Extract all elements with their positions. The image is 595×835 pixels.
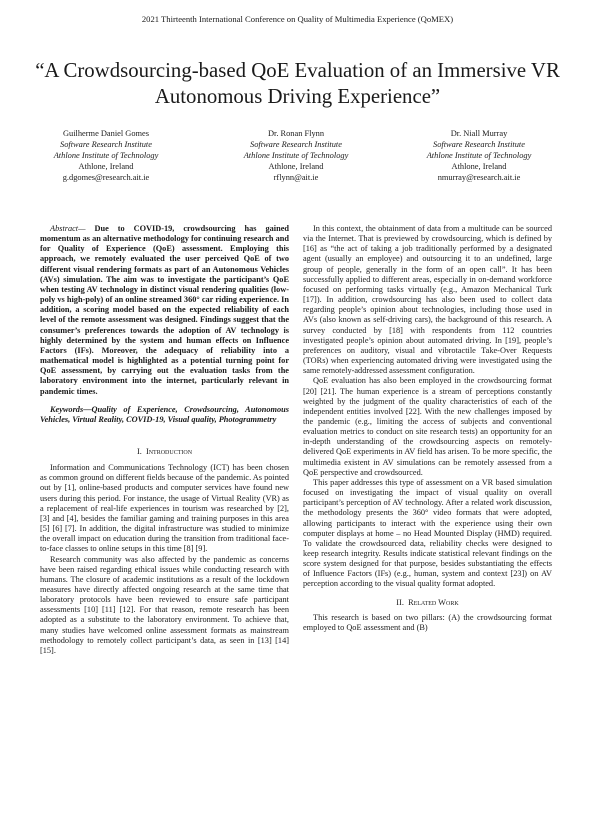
paragraph: Research community was also affected by the pandemic as concerns have been raised regarding ethical issues while conducting research with humans. The closure of academic institutions as a result of the lockdown measures have directly affected ongoing research at the same time that laboratory protocols have been reviewed to ensure safe participant assessments [10] [11] [12]. For that reason, remote research has been adopted as a substitute to the laboratory environment. To achieve that, many studies have welcomed online assessment formats as mainstream methodology to remotely collect participant’s data, as seen in [13] [14] [15]. xyxy=(40,554,289,655)
section-title: Introduction xyxy=(145,446,193,456)
abstract-text: Due to COVID-19, crowdsourcing has gained momentum as an alternative methodology for continuing research and for Quality of Experience (QoE) assessment. Employing this approach, we remotely evaluated the user perceived QoE of two different visual rendering formats as part of an Autonomous Vehicles (AVs) simulation. The aim was to investigate the participant’s QoE when testing AV technology in distinct visual rendering qualities (low-poly vs high-poly) of an online streamed 360° car riding experience. In addition, a scoring model based on the expected reliability of each level of the remote assessment was designed. Findings suggest that the consumer’s preferences towards the adoption of AV technology is highly determined by the system and human effects on Influence Factors (IFs). Moreover, the adequacy of reliability into a mathematical model is highlighted as a potential turning point for QoE assessment, by carrying out the evaluation tasks from the laboratory environment into the internet, particularly relevant in pandemic times. xyxy=(40,224,289,396)
author-name: Dr. Niall Murray xyxy=(450,129,508,138)
section-number: II. xyxy=(396,597,404,607)
paragraph: This paper addresses this type of assessment on a VR based simulation focused on investigating the impact of visual quality on overall participant’s perception of AV technology. After a related work discussion, the methodology presents the 360° video formats that were adopted, allowing participants to interact with the experience using their own computer displays at home – no Head Mounted Display (HMD) required. To validate the crowdsourced data, reliability checks were designed to keep research integrity. Results indicate statistical relevant findings on the score system designed for that purpose, besides substantiating the effects of Influence Factors (IFs) (e.g., human, system and context [23]) on AV perception according to the visual quality format adopted. xyxy=(303,477,552,589)
author-city: Athlone, Ireland xyxy=(268,162,324,171)
section-heading-introduction xyxy=(40,447,289,457)
abstract-lead: Abstract— xyxy=(50,224,86,233)
keywords: Keywords—Quality of Experience, Crowdsourcing, Autonomous Vehicles, Virtual Reality, COVID-19, Visual quality, Photogrammetry xyxy=(40,404,289,424)
paragraph: This research is based on two pillars: (A) the crowdsourcing format employed to QoE assessment and (B) xyxy=(303,612,552,632)
right-column xyxy=(303,224,552,633)
author-department: Software Research Institute xyxy=(433,140,525,149)
author-city: Athlone, Ireland xyxy=(78,162,134,171)
section-number: I. xyxy=(136,446,142,456)
paragraph: In this context, the obtainment of data from a multitude can be sourced via the Internet. That is previewed by crowdsourcing, which is defined by [16] as “the act of taking a job traditionally performed by a designated agent (usually an employee) and outsourcing it to an undefined, large group of people, generally in the form of an open call”. It has been successfully applied to different areas, especially in on-demand workforce focused on performing tasks virtually (e.g., Amazon Mechanical Turk [17]). In addition, crowdsourcing has also been used to collect data regarding people’s opinion about technologies, including those used in AVs (also known as self-driving cars), the background of this research. A survey conducted by [18] with respondents from 112 countries investigated people’s opinion about automated driving. In [19], people’s preferences on auditory, visual and vibrotactile Take-Over Requests (TORs) when experiencing automated driving were investigated using the same remotely-addressed assessment configuration. xyxy=(303,224,552,376)
author-institution: Athlone Institute of Technology xyxy=(426,151,532,160)
author-email: g.dgomes@research.ait.ie xyxy=(62,173,150,182)
author-email: nmurray@research.ait.ie xyxy=(437,173,521,182)
author-name: Guilherme Daniel Gomes xyxy=(62,129,150,138)
section-title: Related Work xyxy=(408,597,459,607)
author-email: rflynn@ait.ie xyxy=(273,173,319,182)
author-institution: Athlone Institute of Technology xyxy=(53,151,159,160)
author-name: Dr. Ronan Flynn xyxy=(267,129,325,138)
author-institution: Athlone Institute of Technology xyxy=(243,151,349,160)
author-city: Athlone, Ireland xyxy=(451,162,507,171)
author-department: Software Research Institute xyxy=(250,140,342,149)
author-block-3 xyxy=(389,128,569,183)
paragraph: QoE evaluation has also been employed in the crowdsourcing format [20] [21]. The human experience is a stream of perceptions constantly weighted by the judgment of the quality characteristics of each of the independent entities involved [22]. With the new challenges imposed by the pandemic (e.g., limiting the access of subjects and conventional evaluation metrics to conduct on site research tests) an opportunity for an in-depth understanding of the crowdsourcing aspects on remotely-delivered QoE experiments in AV field has arisen. To be more specific, the multimedia existent in AV simulations can be remotely assessed from a QoE perspective and crowdsourced. xyxy=(303,376,552,477)
author-block-2 xyxy=(206,128,386,183)
left-column xyxy=(40,224,289,656)
paper-title: “A Crowdsourcing-based QoE Evaluation of an Immersive VR Autonomous Driving Experience” xyxy=(35,59,560,108)
author-department: Software Research Institute xyxy=(60,140,152,149)
paragraph: Information and Communications Technology (ICT) has been chosen as common ground on different fields because of the pandemic. As pointed out by [1], online-based products and computer services have found new users during this period. For instance, the usage of Virtual Reality (VR) as a replacement of real-life experiences in tourism was researched by [2], [3] and [4], besides the familiar gaming and training purposes in this area [5] [6] [7]. In addition, the digital infrastructure was studied to minimize the overall impact on education during the transition from traditional face-to-face classes to online setups in this time [8] [9]. xyxy=(40,463,289,554)
section-heading-related-work xyxy=(303,598,552,608)
conference-header: 2021 Thirteenth International Conference on Quality of Multimedia Experience (QoMEX) xyxy=(141,14,454,24)
abstract xyxy=(40,224,289,397)
author-block-1 xyxy=(16,128,196,183)
